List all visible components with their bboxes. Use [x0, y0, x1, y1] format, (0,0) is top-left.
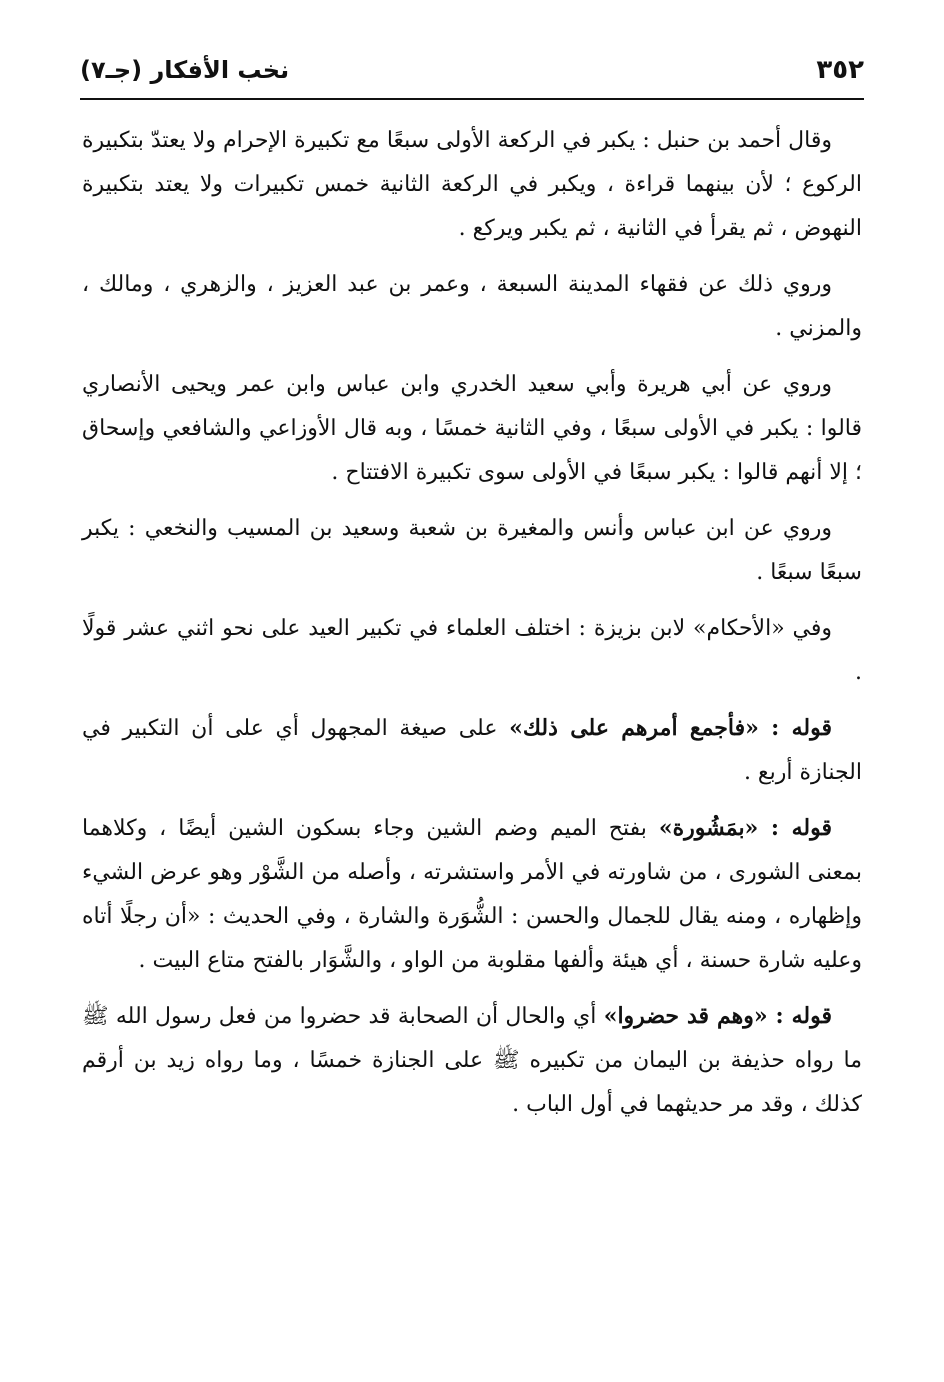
paragraph — [82, 118, 862, 251]
paragraph-text: على صيغة المجهول أي على أن التكبير في الجنازة أربع . — [82, 716, 862, 785]
paragraph — [82, 806, 862, 983]
book-title: نخب الأفكار (جـ٧) — [80, 56, 290, 84]
page-body — [82, 118, 862, 1138]
running-header — [80, 50, 864, 90]
paragraph-text: وقال أحمد بن حنبل : يكبر في الركعة الأولى سبعًا مع تكبيرة الإحرام ولا يعتدّ بتكبيرة الركوع ؛ لأن بينهما قراءة ، ويكبر في الركعة الثانية خمس تكبيرات ولا يعتد بتكبيرة النهوض ، ثم يقرأ في الثانية ، ثم يكبر ويركع . — [82, 128, 862, 241]
paragraph — [82, 706, 862, 795]
paragraph — [82, 506, 862, 595]
paragraph-text: وفي «الأحكام» لابن بزيزة : اختلف العلماء في تكبير العيد على نحو اثني عشر قولًا . — [82, 616, 862, 685]
paragraph-lead: قوله : «فأجمع أمرهم على ذلك» — [509, 715, 832, 741]
paragraph — [82, 994, 862, 1127]
paragraph — [82, 362, 862, 495]
paragraph-text: أي والحال أن الصحابة قد حضروا من فعل رسول الله ﷺ ما رواه حذيفة بن اليمان من تكبيره ﷺ على الجنازة خمسًا ، وما رواه زيد بن أرقم كذلك ، وقد مر حديثهما في أول الباب . — [82, 1004, 862, 1117]
paragraph-lead: قوله : «وهم قد حضروا» — [603, 1003, 833, 1029]
paragraph-text: بفتح الميم وضم الشين وجاء بسكون الشين أيضًا ، وكلاهما بمعنى الشورى ، من شاورته في الأمر واستشرته ، وأصله من الشَّوْر وهو عرض الشيء وإظهاره ، ومنه يقال للجمال والحسن : الشُّوَرة والشارة ، وفي الحديث : «أن رجلًا أتاه وعليه شارة حسنة ، أي هيئة وألفها مقلوبة من الواو ، والشَّوَار بالفتح متاع البيت . — [82, 816, 862, 973]
paragraph — [82, 262, 862, 351]
paragraph-text: وروي عن ابن عباس وأنس والمغيرة بن شعبة وسعيد بن المسيب والنخعي : يكبر سبعًا سبعًا . — [82, 516, 862, 585]
page-number: ٣٥٢ — [816, 55, 864, 85]
paragraph-text: وروي عن أبي هريرة وأبي سعيد الخدري وابن عباس وابن عمر ويحيى الأنصاري قالوا : يكبر في الأولى سبعًا ، وفي الثانية خمسًا ، وبه قال الأوزاعي والشافعي وإسحاق ؛ إلا أنهم قالوا : يكبر سبعًا في الأولى سوى تكبيرة الافتتاح . — [82, 372, 862, 485]
header-divider — [80, 98, 864, 100]
paragraph — [82, 606, 862, 695]
paragraph-text: وروي ذلك عن فقهاء المدينة السبعة ، وعمر بن عبد العزيز ، والزهري ، ومالك ، والمزني . — [82, 272, 862, 341]
paragraph-lead: قوله : «بمَشُورة» — [658, 815, 832, 841]
